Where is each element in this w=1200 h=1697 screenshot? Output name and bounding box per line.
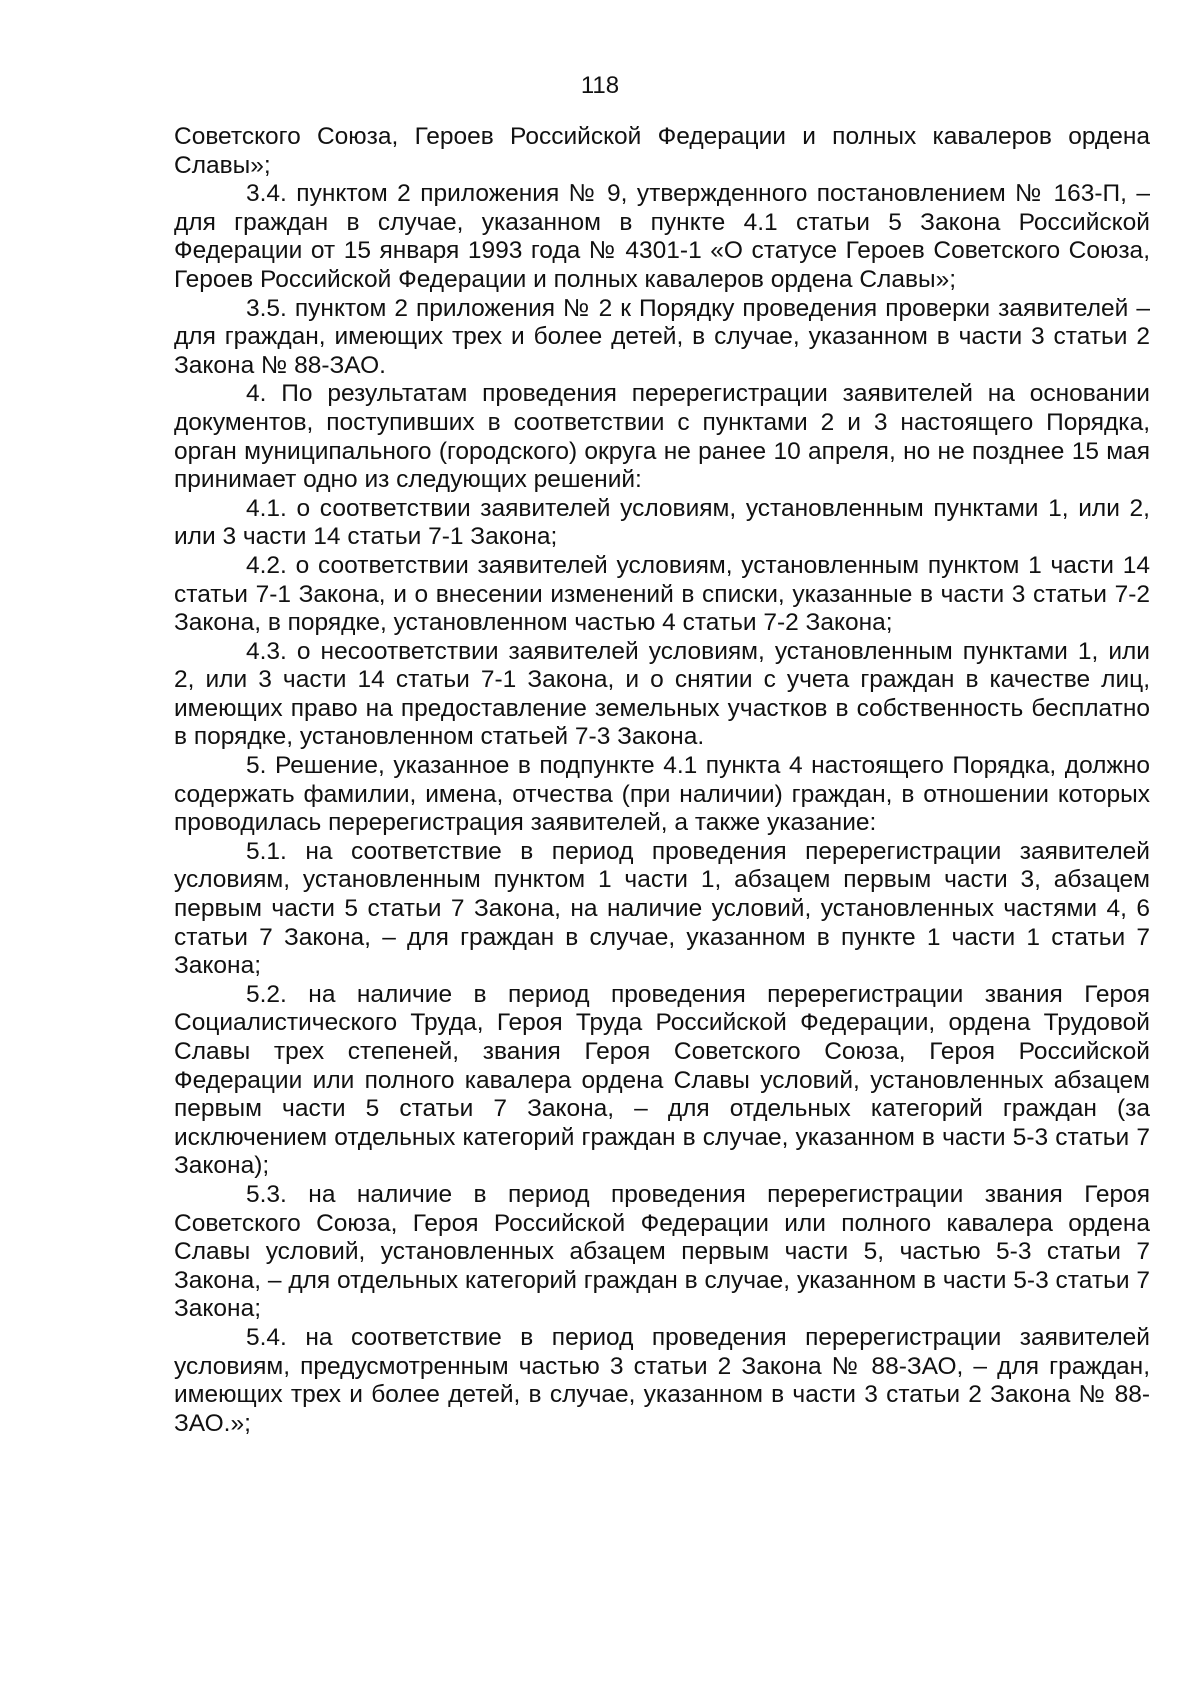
paragraph-3-4: 3.4. пунктом 2 приложения № 9, утвержденного постановлением № 163-П, – для граждан в случае, указанном в пункте 4.1 статьи 5 Закона Российской Федерации от 15 января 1993 года № 4301-1 «О статусе Героев Советского Союза, Героев Российской Федерации и полных кавалеров ордена Славы»;: [174, 180, 1150, 293]
paragraph-4-2: 4.2. о соответствии заявителей условиям, установленным пунктом 1 части 14 статьи 7-1 Закона, и о внесении изменений в списки, указанные в части 3 статьи 7-2 Закона, в порядке, установленном частью 4 статьи 7-2 Закона;: [174, 551, 1150, 637]
paragraph-4: 4. По результатам проведения перерегистрации заявителей на основании документов, поступивших в соответствии с пунктами 2 и 3 настоящего Порядка, орган муниципального (городского) округа не ранее 10 апреля, но не позднее 15 мая принимает одно из следующих решений:: [174, 380, 1150, 494]
paragraph-4-3: 4.3. о несоответствии заявителей условиям, установленным пунктами 1, или 2, или 3 части 14 статьи 7-1 Закона, и о снятии с учета граждан в качестве лиц, имеющих право на предоставление земельных участков в собственность бесплатно в порядке, установленном статьей 7-3 Закона.: [174, 637, 1150, 751]
paragraph-5-3: 5.3. на наличие в период проведения перерегистрации звания Героя Советского Союза, Героя Российской Федерации или полного кавалера ордена Славы условий, установленных абзацем первым части 5, частью 5-3 статьи 7 Закона, – для отдельных категорий граждан в случае, указанном в части 5-3 статьи 7 Закона;: [174, 1180, 1150, 1323]
page-number: 118: [580, 72, 620, 99]
paragraph-4-1: 4.1. о соответствии заявителей условиям, установленным пунктами 1, или 2, или 3 части 14 статьи 7-1 Закона;: [174, 494, 1150, 551]
paragraph-5: 5. Решение, указанное в подпункте 4.1 пункта 4 настоящего Порядка, должно содержать фамилии, имена, отчества (при наличии) граждан, в отношении которых проводилась перерегистрация заявителей, а также указание:: [174, 752, 1150, 837]
paragraph-5-2: 5.2. на наличие в период проведения перерегистрации звания Героя Социалистического Труда, Героя Труда Российской Федерации, ордена Трудовой Славы трех степеней, звания Героя Советского Союза, Героя Российской Федерации или полного кавалера ордена Славы условий, установленных абзацем первым части 5 статьи 7 Закона, – для отдельных категорий граждан (за исключением отдельных категорий граждан в случае, указанном в части 5-3 статьи 7 Закона);: [174, 980, 1150, 1180]
paragraph-continuation: Советского Союза, Героев Российской Федерации и полных кавалеров ордена Славы»;: [174, 123, 1150, 179]
document-body: [174, 123, 1150, 1438]
paragraph-5-1: 5.1. на соответствие в период проведения перерегистрации заявителей условиям, установленным пунктом 1 части 1, абзацем первым части 3, абзацем первым части 5 статьи 7 Закона, на наличие условий, установленных частями 4, 6 статьи 7 Закона, – для граждан в случае, указанном в пункте 1 части 1 статьи 7 Закона;: [174, 837, 1150, 980]
paragraph-3-5: 3.5. пунктом 2 приложения № 2 к Порядку проведения проверки заявителей – для граждан, имеющих трех и более детей, в случае, указанном в части 3 статьи 2 Закона № 88-ЗАО.: [174, 294, 1150, 379]
paragraph-5-4: 5.4. на соответствие в период проведения перерегистрации заявителей условиям, предусмотренным частью 3 статьи 2 Закона № 88-ЗАО, – для граждан, имеющих трех и более детей, в случае, указанном в части 3 статьи 2 Закона № 88-ЗАО.»;: [174, 1323, 1150, 1437]
